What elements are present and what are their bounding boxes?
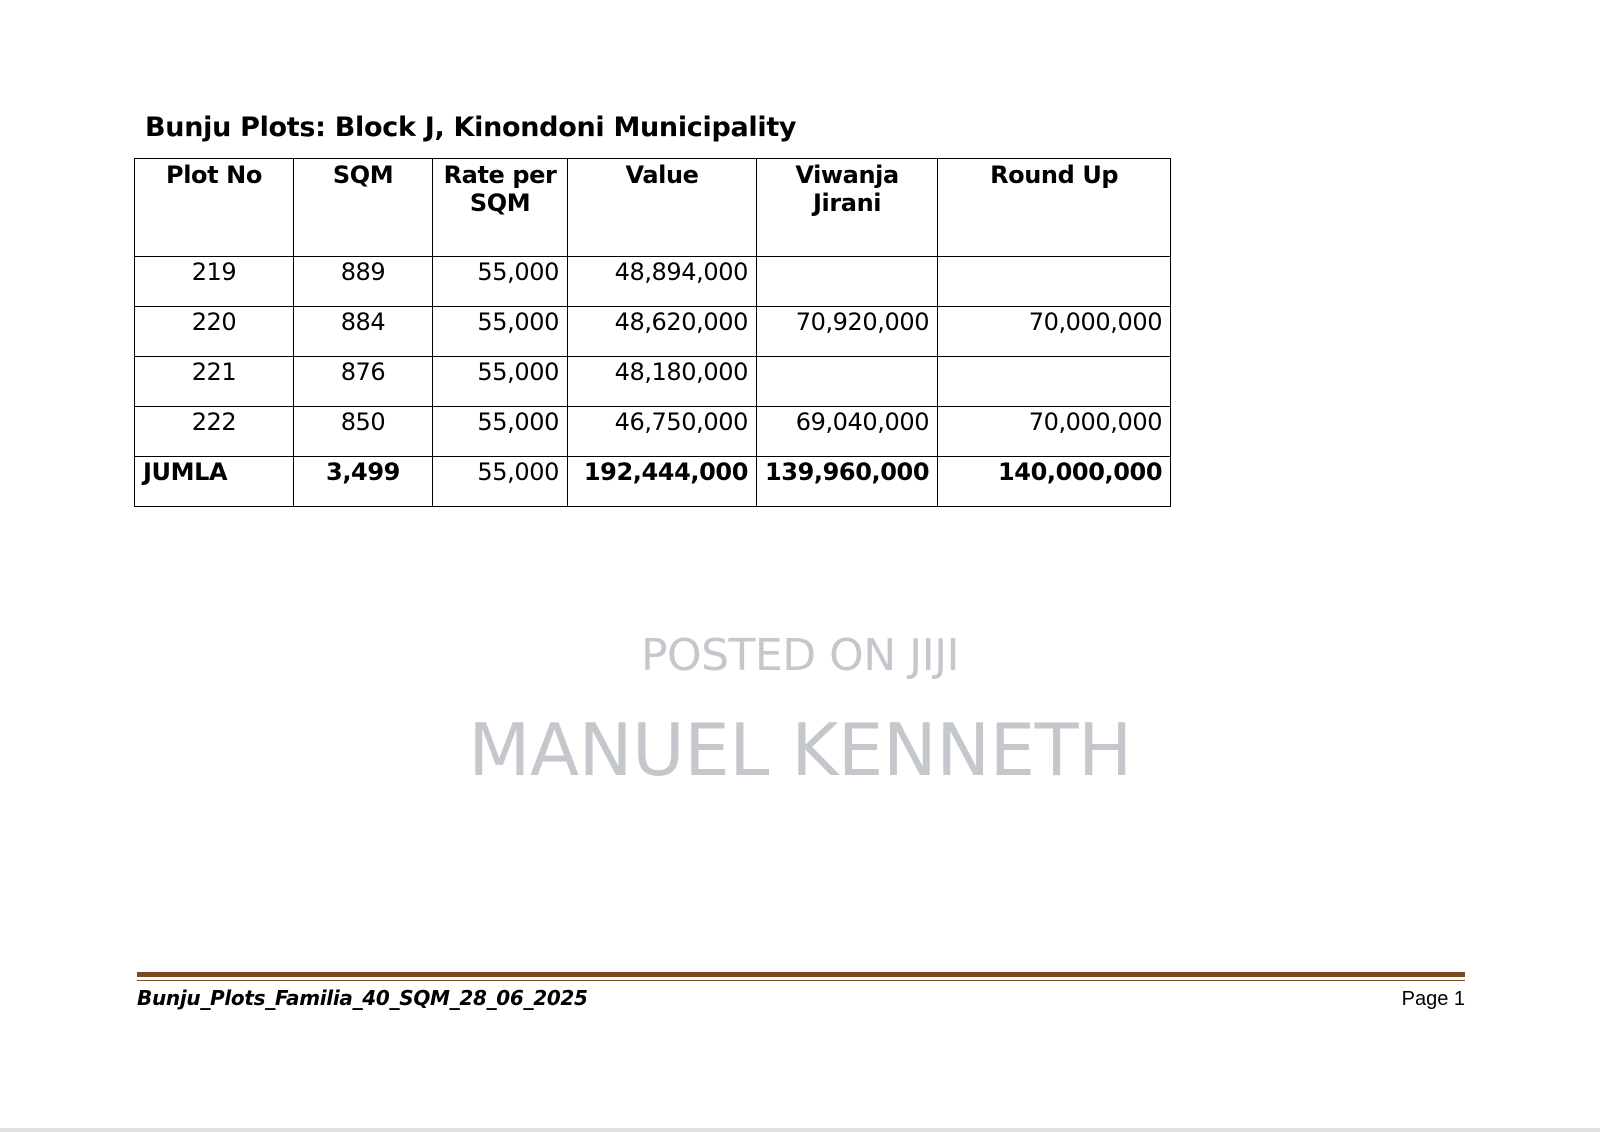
cell-value: 48,894,000 bbox=[568, 257, 757, 307]
document-title: Bunju Plots: Block J, Kinondoni Municipality bbox=[145, 112, 797, 143]
footer-filename: Bunju_Plots_Familia_40_SQM_28_06_2025 bbox=[137, 986, 588, 1010]
cell-value: 48,180,000 bbox=[568, 357, 757, 407]
cell-plot-no: 222 bbox=[135, 407, 294, 457]
header-viwanja-jirani: Viwanja Jirani bbox=[757, 159, 938, 257]
cell-rate: 55,000 bbox=[433, 357, 568, 407]
footer-divider-thick bbox=[137, 972, 1465, 977]
table-total-row bbox=[135, 457, 1171, 507]
header-plot-no: Plot No bbox=[135, 159, 294, 257]
total-viwanja-jirani: 139,960,000 bbox=[757, 457, 938, 507]
total-round-up: 140,000,000 bbox=[938, 457, 1171, 507]
table-header-row bbox=[135, 159, 1171, 257]
footer-page-number: Page 1 bbox=[1401, 988, 1465, 1010]
cell-sqm: 884 bbox=[294, 307, 433, 357]
cell-value: 46,750,000 bbox=[568, 407, 757, 457]
cell-round-up bbox=[938, 357, 1171, 407]
cell-sqm: 876 bbox=[294, 357, 433, 407]
cell-rate: 55,000 bbox=[433, 307, 568, 357]
cell-plot-no: 221 bbox=[135, 357, 294, 407]
cell-viwanja-jirani: 69,040,000 bbox=[757, 407, 938, 457]
table-row bbox=[135, 357, 1171, 407]
total-label: JUMLA bbox=[135, 457, 294, 507]
header-sqm: SQM bbox=[294, 159, 433, 257]
cell-sqm: 850 bbox=[294, 407, 433, 457]
total-rate: 55,000 bbox=[433, 457, 568, 507]
cell-viwanja-jirani: 70,920,000 bbox=[757, 307, 938, 357]
cell-round-up: 70,000,000 bbox=[938, 307, 1171, 357]
header-value: Value bbox=[568, 159, 757, 257]
header-round-up: Round Up bbox=[938, 159, 1171, 257]
table-row bbox=[135, 307, 1171, 357]
table-row bbox=[135, 257, 1171, 307]
cell-plot-no: 219 bbox=[135, 257, 294, 307]
cell-rate: 55,000 bbox=[433, 257, 568, 307]
watermark-posted-on: POSTED ON JIJI bbox=[640, 630, 960, 681]
cell-plot-no: 220 bbox=[135, 307, 294, 357]
cell-rate: 55,000 bbox=[433, 407, 568, 457]
table-row bbox=[135, 407, 1171, 457]
plots-table bbox=[134, 158, 1171, 507]
cell-viwanja-jirani bbox=[757, 257, 938, 307]
cell-value: 48,620,000 bbox=[568, 307, 757, 357]
cell-viwanja-jirani bbox=[757, 357, 938, 407]
header-rate-per-sqm: Rate per SQM bbox=[433, 159, 568, 257]
cell-round-up bbox=[938, 257, 1171, 307]
total-value: 192,444,000 bbox=[568, 457, 757, 507]
page-bottom-edge bbox=[0, 1128, 1600, 1132]
cell-sqm: 889 bbox=[294, 257, 433, 307]
total-sqm: 3,499 bbox=[294, 457, 433, 507]
watermark-author: MANUEL KENNETH bbox=[468, 708, 1132, 792]
footer-divider-thin bbox=[137, 980, 1465, 981]
cell-round-up: 70,000,000 bbox=[938, 407, 1171, 457]
